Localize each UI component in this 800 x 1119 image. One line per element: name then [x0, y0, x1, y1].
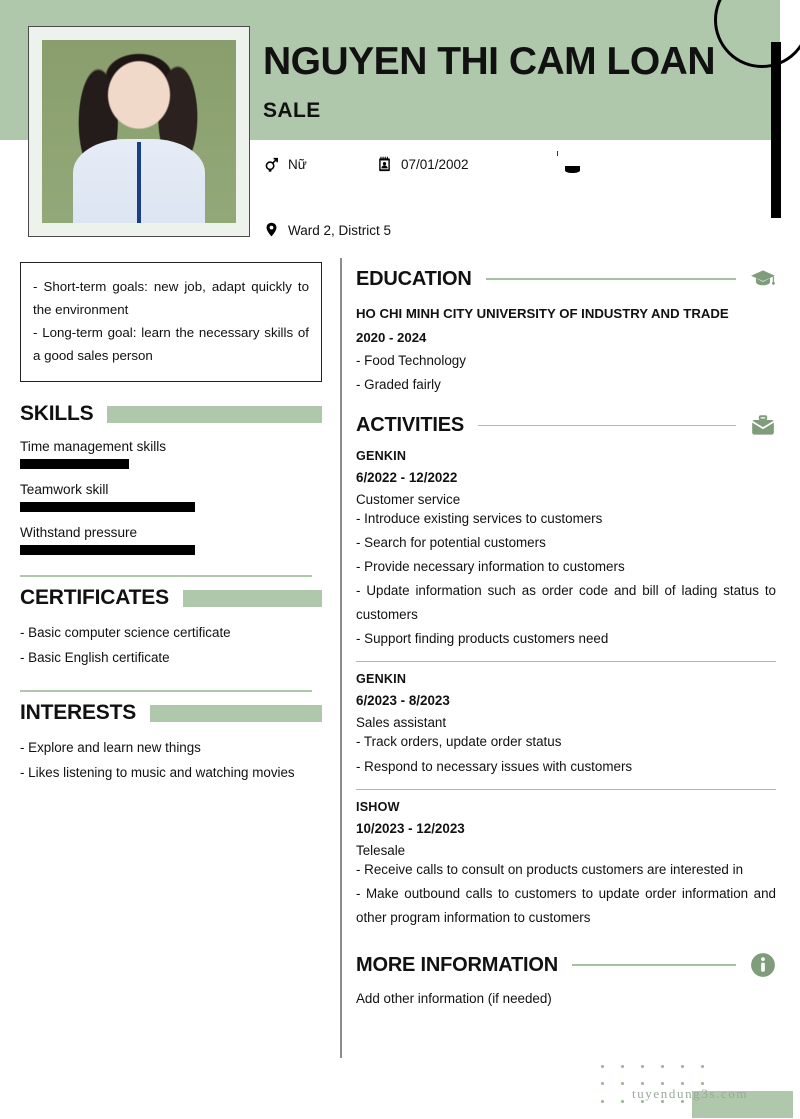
skill-bar	[20, 502, 195, 512]
redacted-block	[565, 166, 580, 173]
activity-entry	[356, 789, 776, 930]
more-information-text: Add other information (if needed)	[356, 991, 552, 1007]
decor-vertical-bar	[771, 42, 781, 218]
meta-gender	[263, 154, 307, 174]
section-skills	[20, 402, 322, 555]
skill-bar	[20, 459, 129, 469]
meta-dob	[376, 154, 469, 174]
education-detail: - Graded fairly	[356, 376, 441, 392]
list-item: - Basic English certificate	[20, 649, 170, 665]
skill-label: Withstand pressure	[20, 525, 138, 541]
activity-role: Telesale	[356, 842, 406, 858]
section-certificates	[20, 575, 322, 670]
section-activities	[356, 413, 776, 930]
graduation-cap-icon	[750, 266, 776, 292]
list-item: - Likes listening to music and watching movies	[20, 764, 295, 780]
education-rule	[486, 278, 736, 280]
more-information-title: MORE INFORMATION	[356, 953, 558, 976]
activity-bullet: - Receive calls to consult on products customers are interested in	[356, 861, 744, 877]
activity-org: GENKIN	[356, 448, 407, 463]
certificates-title: CERTIFICATES	[20, 586, 169, 610]
interests-list	[20, 736, 322, 785]
list-item: - Basic computer science certificate	[20, 625, 231, 641]
interests-chip	[150, 705, 322, 722]
meta-address-value: Ward 2, District 5	[288, 222, 392, 238]
certificates-rule	[20, 575, 312, 577]
interests-title: INTERESTS	[20, 701, 137, 725]
info-circle-icon	[750, 952, 776, 978]
certificates-list	[20, 621, 322, 670]
skill-bar	[20, 545, 195, 555]
activities-rule	[478, 425, 736, 427]
activity-bullet: - Update information such as order code and bill of lading status to customers	[356, 583, 776, 623]
activity-date: 6/2023 - 8/2023	[356, 693, 450, 709]
interests-rule	[20, 690, 312, 692]
activity-bullet: - Introduce existing services to customers	[356, 510, 603, 526]
activity-role: Customer service	[356, 491, 461, 507]
skill-item	[20, 482, 322, 512]
skills-chip	[107, 406, 322, 423]
skills-header	[20, 402, 322, 426]
portrait-photo	[42, 40, 236, 223]
watermark	[592, 1058, 792, 1118]
activity-role: Sales assistant	[356, 715, 447, 731]
skill-item	[20, 439, 322, 469]
redacted-mark	[557, 151, 558, 156]
calendar-icon	[376, 154, 393, 174]
more-information-rule	[572, 964, 736, 966]
job-title: SALE	[263, 99, 321, 122]
skill-item	[20, 525, 322, 555]
activity-bullet: - Provide necessary information to customers	[356, 558, 625, 574]
meta-address	[263, 220, 391, 240]
education-header	[356, 266, 776, 292]
activity-bullet: - Respond to necessary issues with customers	[356, 758, 633, 774]
activity-entry	[356, 439, 776, 652]
watermark-text: tuyendung3s.com	[632, 1086, 749, 1101]
certificates-chip	[183, 590, 322, 607]
section-education	[356, 266, 776, 397]
activity-org: ISHOW	[356, 799, 400, 814]
page-title: NGUYEN THI CAM LOAN	[263, 40, 715, 83]
objective-box	[20, 262, 322, 382]
certificates-header	[20, 586, 322, 610]
activity-entry	[356, 661, 776, 778]
section-interests	[20, 690, 322, 785]
activity-bullet: - Search for potential customers	[356, 534, 546, 550]
activity-bullet: - Track orders, update order status	[356, 734, 562, 750]
list-item: - Explore and learn new things	[20, 740, 201, 756]
avatar	[28, 26, 250, 237]
activity-bullet: - Make outbound calls to customers to update order information and other program information to customers	[356, 885, 776, 925]
section-more-information	[356, 952, 776, 1006]
education-title: EDUCATION	[356, 267, 472, 290]
activity-bullet: - Support finding products customers need	[356, 631, 609, 647]
activity-date: 10/2023 - 12/2023	[356, 820, 465, 836]
meta-gender-value: Nữ	[288, 156, 307, 172]
skill-label: Teamwork skill	[20, 482, 109, 498]
education-years: 2020 - 2024	[356, 329, 427, 345]
education-school: HO CHI MINH CITY UNIVERSITY OF INDUSTRY AND TRADE	[356, 306, 729, 321]
objective-line: - Short-term goals: new job, adapt quickly to the environment	[33, 279, 309, 317]
skills-title: SKILLS	[20, 402, 94, 426]
gender-icon	[263, 154, 280, 174]
left-column	[20, 262, 322, 785]
activity-org: GENKIN	[356, 672, 407, 687]
objective-line: - Long-term goal: learn the necessary skills of a good sales person	[33, 324, 309, 363]
activity-date: 6/2022 - 12/2022	[356, 469, 458, 485]
right-column	[356, 266, 776, 1006]
education-detail: - Food Technology	[356, 353, 466, 368]
more-information-header	[356, 952, 776, 978]
location-pin-icon	[263, 220, 280, 240]
meta-dob-value: 07/01/2002	[401, 156, 469, 172]
activities-header	[356, 413, 776, 439]
interests-header	[20, 701, 322, 725]
activities-title: ACTIVITIES	[356, 414, 465, 437]
briefcase-icon	[750, 413, 776, 439]
column-divider	[340, 258, 342, 1058]
skill-label: Time management skills	[20, 439, 167, 455]
